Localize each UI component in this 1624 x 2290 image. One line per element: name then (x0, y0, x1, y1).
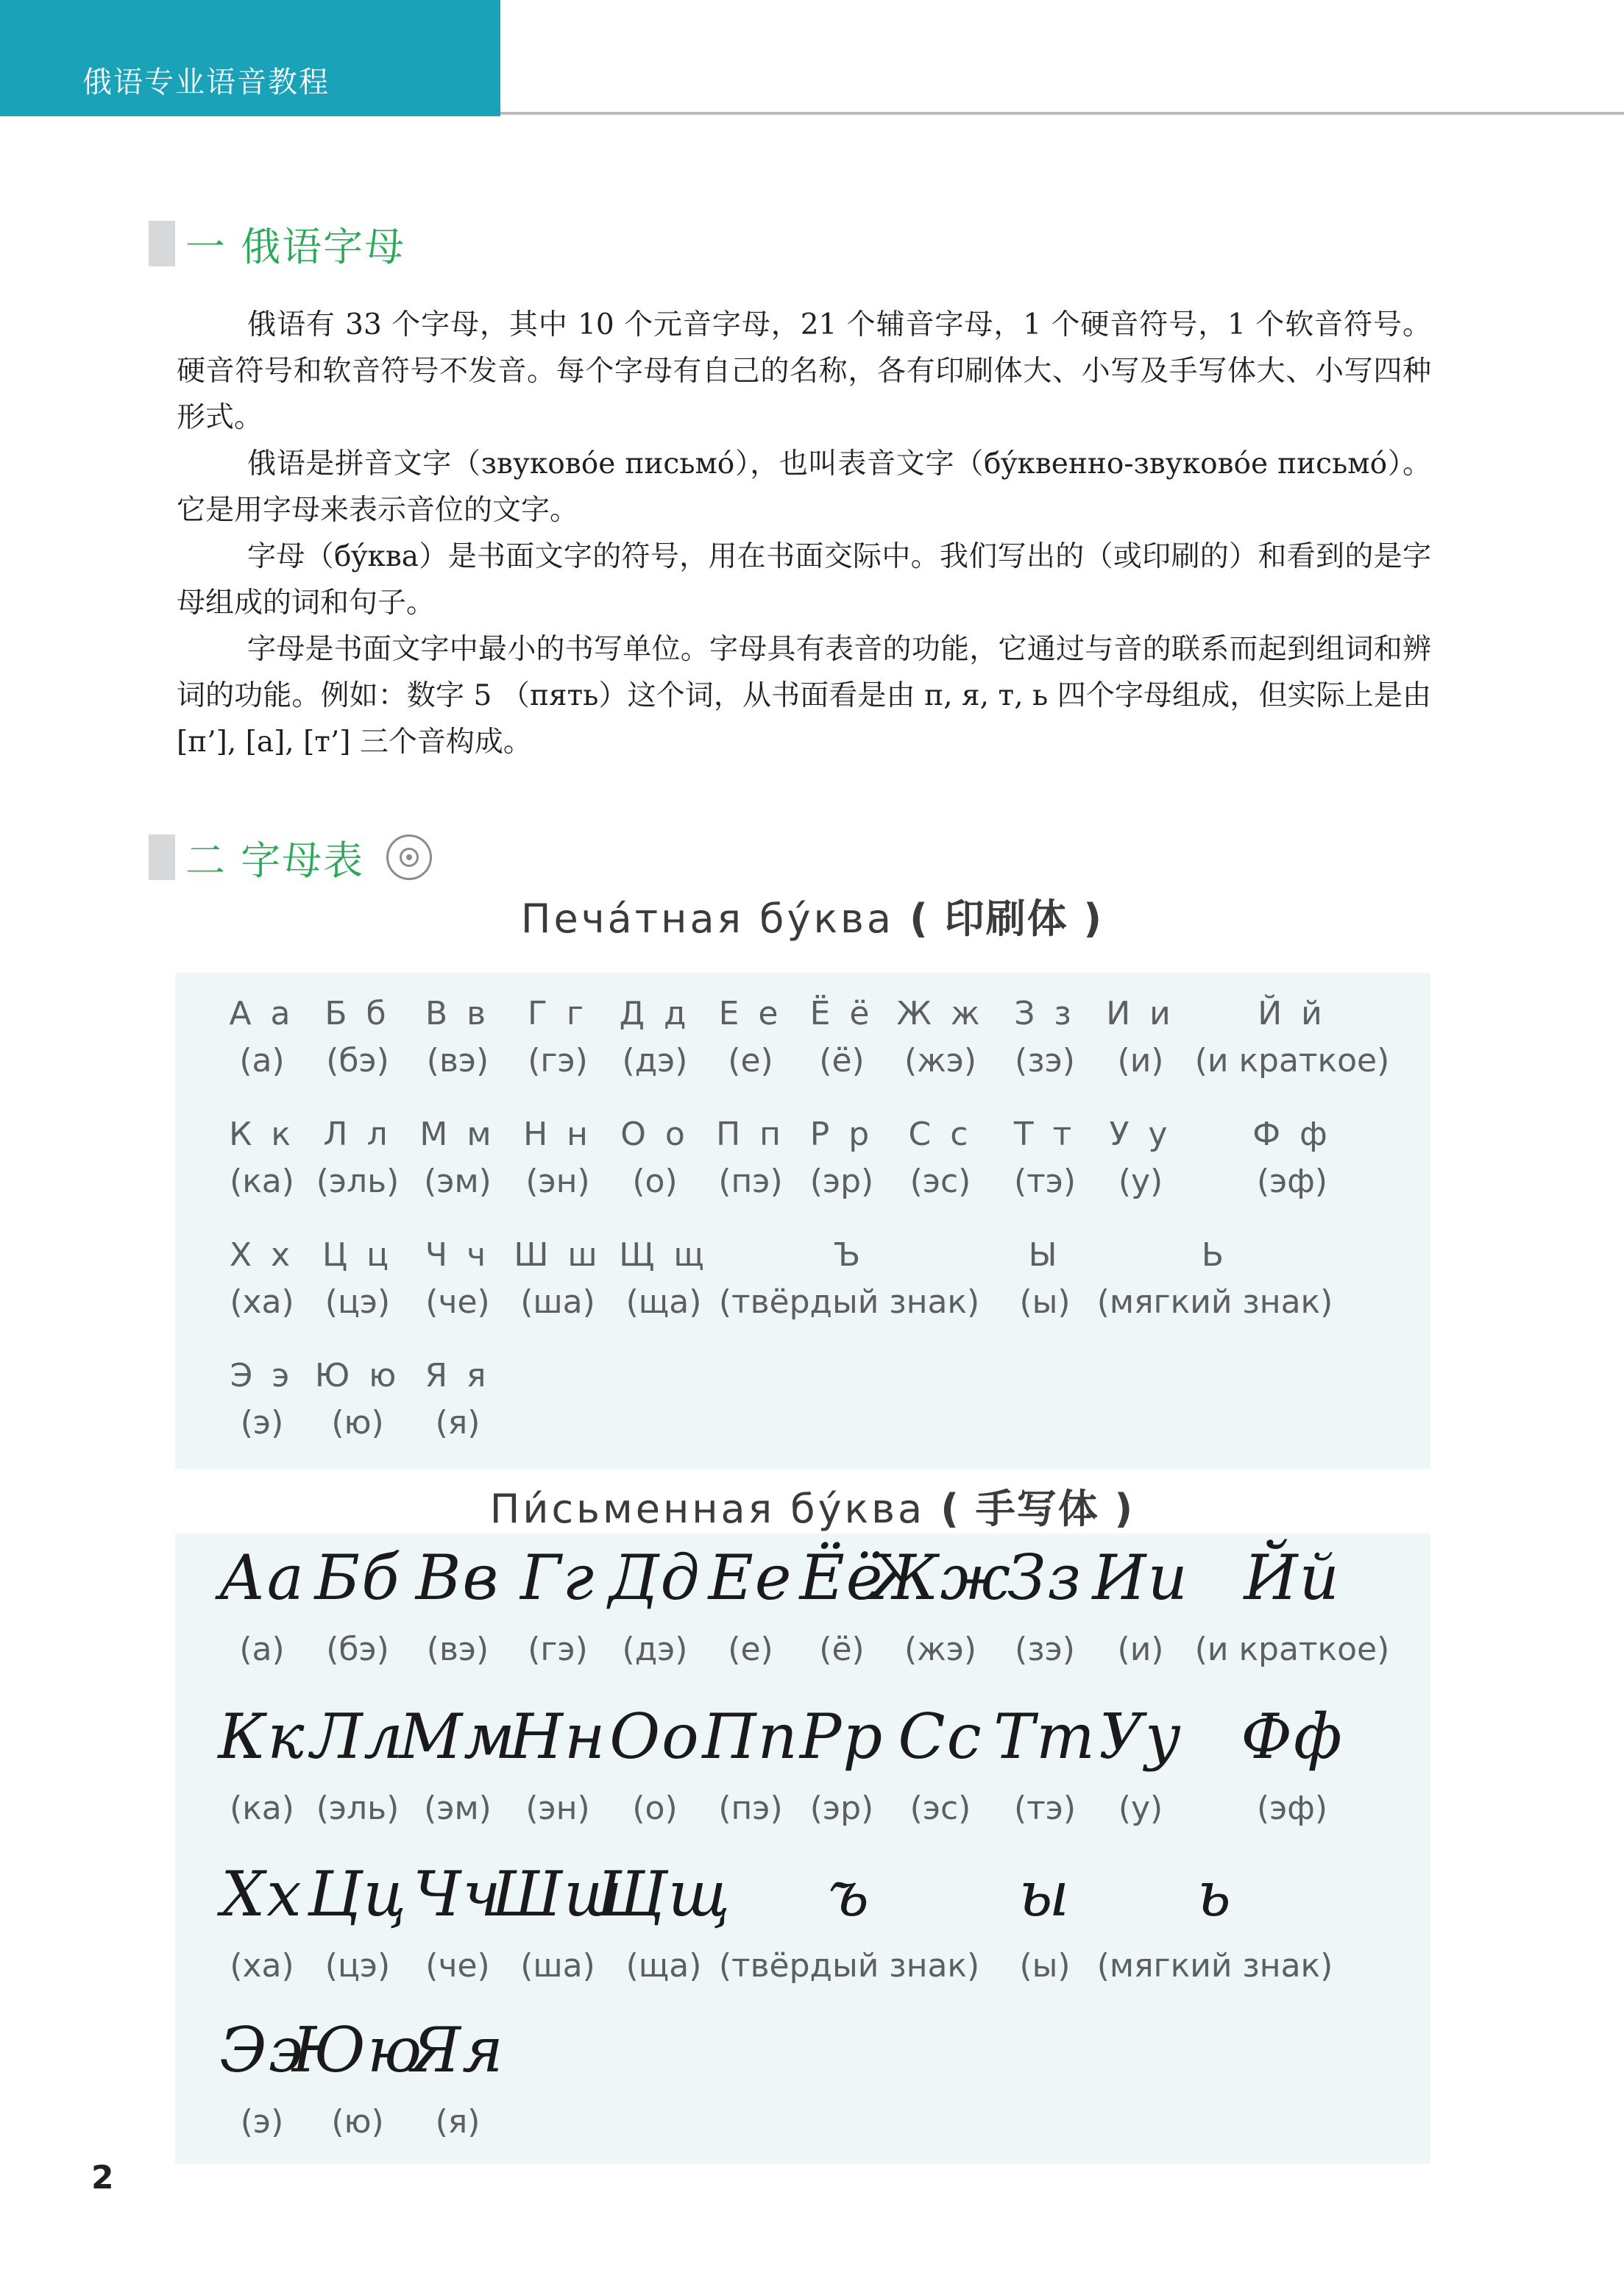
printed-letter-name: (ха) (230, 1283, 294, 1321)
handwritten-letter-name: (эм) (424, 1790, 492, 1827)
handwritten-letter: Сс (898, 1701, 983, 1773)
printed-letter: Ф ф (1252, 1116, 1332, 1153)
handwritten-letter: Аа (219, 1542, 305, 1614)
handwritten-letter-name: (эф) (1256, 1790, 1328, 1827)
handwritten-letter-name: (ша) (520, 1947, 595, 1985)
printed-letter: Д д (619, 995, 691, 1032)
handwritten-letter: Йй (1244, 1542, 1341, 1614)
printed-heading-ru: Печáтная бýква (520, 896, 894, 942)
section-1-title: 一 俄语字母 (185, 223, 406, 270)
handwritten-letter-name: (эр) (809, 1790, 874, 1827)
printed-letter: Ы (1028, 1236, 1062, 1274)
handwritten-letter: Мм (399, 1701, 517, 1773)
handwritten-letter: Зз (1007, 1542, 1083, 1614)
handwritten-letter: Цц (308, 1858, 408, 1930)
handwritten-letter: Гг (520, 1542, 596, 1614)
printed-letter: Ж ж (896, 995, 985, 1032)
handwritten-letter-name: (ы) (1019, 1947, 1071, 1985)
printed-letter: Э э (230, 1357, 294, 1394)
handwritten-letter-name: (ю) (331, 2103, 384, 2141)
section-1-heading (149, 218, 405, 269)
handwritten-letter: Шш (492, 1858, 624, 1930)
printed-letter-name: (е) (728, 1042, 773, 1080)
handwritten-letter-name: (о) (632, 1790, 678, 1827)
printed-letter: Г г (528, 995, 588, 1032)
printed-letter: Ц ц (322, 1236, 394, 1274)
printed-letter: Ъ (833, 1236, 865, 1274)
header-rule (500, 112, 1624, 115)
disc-icon[interactable] (386, 834, 432, 880)
printed-letter-name: (и) (1117, 1042, 1164, 1080)
printed-letter-name: (зэ) (1015, 1042, 1075, 1080)
printed-letter-name: (гэ) (528, 1042, 588, 1080)
printed-letter-name: (че) (425, 1283, 490, 1321)
handwritten-letter-name: (и краткое) (1194, 1631, 1390, 1668)
paragraph: 字母是书面文字中最小的书写单位。字母具有表音的功能，它通过与音的联系而起到组词和辨词的功能。例如：数字 5 （пять）这个词，从书面看是由 п, я, т, ь 四个字母组成，但实际上是由 [п’], [а], [т’] 三个音构成。 (177, 633, 1431, 759)
printed-letter-name: (пэ) (718, 1163, 783, 1200)
handwritten-letter-name: (эн) (525, 1790, 590, 1827)
handwritten-letter: ь (1197, 1858, 1233, 1930)
printed-letter-name: (ы) (1019, 1283, 1071, 1321)
printed-letter: П п (716, 1116, 785, 1153)
printed-letter: А а (229, 995, 295, 1032)
printed-letter: Ч ч (425, 1236, 491, 1274)
printed-letter: Щ щ (619, 1236, 709, 1274)
section-marker (149, 221, 175, 266)
paragraph: 俄语有 33 个字母，其中 10 个元音字母，21 个辅音字母，1 个硬音符号，1 个软音符号。硬音符号和软音符号不发音。每个字母有自己的名称，各有印刷体大、小写及手写体大、小写四种形式。 (177, 308, 1431, 434)
handwritten-letter: Дд (609, 1542, 701, 1614)
printed-letter-name: (а) (239, 1042, 285, 1080)
handwritten-letter-name: (эс) (909, 1790, 971, 1827)
printed-letter: О о (620, 1116, 689, 1153)
handwritten-letter: Лл (311, 1701, 405, 1773)
handwritten-letter-name: (че) (425, 1947, 490, 1985)
section-1-body (177, 302, 1431, 765)
handwritten-letter: Кк (218, 1701, 306, 1773)
handwritten-letter-name: (гэ) (528, 1631, 588, 1668)
printed-letter-name: (ша) (520, 1283, 595, 1321)
handwritten-heading-ru: Пи́сьменная бýква (489, 1486, 926, 1532)
printed-letter-name: (тэ) (1013, 1163, 1077, 1200)
printed-letter: Ё ё (809, 995, 874, 1032)
printed-alphabet-panel (175, 973, 1430, 1469)
printed-letter: И и (1106, 995, 1175, 1032)
handwritten-letter: Вв (415, 1542, 500, 1614)
handwritten-letter: Ёё (799, 1542, 884, 1614)
handwritten-letter: Юю (291, 2014, 424, 2086)
printed-letter-name: (жэ) (904, 1042, 977, 1080)
printed-letter: Й й (1258, 995, 1327, 1032)
handwritten-letter: Ее (708, 1542, 793, 1614)
handwritten-letter-name: (цэ) (325, 1947, 391, 1985)
printed-letter-name: (ю) (331, 1404, 384, 1442)
handwritten-letter-name: (зэ) (1015, 1631, 1075, 1668)
handwritten-letter-name: (вэ) (426, 1631, 489, 1668)
paragraph: 字母（бýква）是书面文字的符号，用在书面交际中。我们写出的（或印刷的）和看到的是字母组成的词和句子。 (177, 540, 1431, 620)
printed-letter: С с (908, 1116, 973, 1153)
printed-letter-name: (ё) (819, 1042, 865, 1080)
handwritten-letter-name: (я) (435, 2103, 481, 2141)
handwritten-letter: Оо (609, 1701, 701, 1773)
handwritten-heading-cn: ( 手写体 ) (940, 1486, 1135, 1532)
printed-letter-name: (о) (632, 1163, 678, 1200)
printed-letter: У у (1109, 1116, 1172, 1153)
printed-letter-name: (вэ) (426, 1042, 489, 1080)
handwritten-letter-name: (мягкий знак) (1096, 1947, 1333, 1985)
printed-letter-name: (эль) (316, 1163, 400, 1200)
printed-letter: Я я (425, 1357, 491, 1394)
handwritten-letter-name: (э) (240, 2103, 284, 2141)
printed-letter-name: (ка) (230, 1163, 294, 1200)
handwritten-letter-name: (пэ) (718, 1790, 783, 1827)
section-marker (149, 834, 175, 880)
printed-letter-name: (и краткое) (1194, 1042, 1390, 1080)
printed-letter-name: (эн) (525, 1163, 590, 1200)
printed-letter-name: (у) (1118, 1163, 1163, 1200)
printed-letter: Р р (809, 1116, 874, 1153)
printed-letter-name: (цэ) (325, 1283, 391, 1321)
printed-letter-name: (эф) (1256, 1163, 1328, 1200)
paragraph: 俄语是拼音文字（звуковóе письмó），也叫表音文字（бýквенно-звуковóе письмó）。它是用字母来表示音位的文字。 (177, 447, 1431, 527)
handwritten-letter-name: (а) (239, 1631, 285, 1668)
handwritten-letter: Хх (221, 1858, 303, 1930)
printed-letter: В в (425, 995, 491, 1032)
printed-letter: Б б (325, 995, 391, 1032)
handwritten-letter: Бб (314, 1542, 401, 1614)
handwritten-letter: Рр (799, 1701, 884, 1773)
handwritten-letter: Яя (411, 2014, 505, 2086)
handwritten-letter-name: (бэ) (326, 1631, 389, 1668)
handwritten-letter-name: (твёрдый знак) (718, 1947, 980, 1985)
printed-letter: З з (1014, 995, 1076, 1032)
printed-letter-name: (мягкий знак) (1096, 1283, 1333, 1321)
printed-letter: Ь (1201, 1236, 1229, 1274)
section-2-title: 二 字母表 (185, 837, 365, 884)
printed-letter-name: (э) (240, 1404, 284, 1442)
printed-letter: Ш ш (514, 1236, 602, 1274)
handwritten-letter: Жж (869, 1542, 1012, 1614)
printed-letter-name: (эс) (909, 1163, 971, 1200)
printed-letter: Ю ю (314, 1357, 401, 1394)
printed-letter-name: (я) (435, 1404, 481, 1442)
handwritten-letter: ы (1018, 1858, 1071, 1930)
handwritten-letter: Чч (413, 1858, 503, 1930)
handwritten-letter: Щщ (596, 1858, 731, 1930)
handwritten-letter-name: (ща) (625, 1947, 702, 1985)
printed-letter-name: (эм) (424, 1163, 492, 1200)
handwritten-letter: Уу (1099, 1701, 1182, 1773)
handwritten-letter: Пп (702, 1701, 799, 1773)
printed-letter: Т т (1013, 1116, 1077, 1153)
book-title: 俄语专业语音教程 (82, 65, 330, 99)
printed-letter-name: (ща) (625, 1283, 702, 1321)
printed-letter: Х х (229, 1236, 295, 1274)
printed-letter-name: (бэ) (326, 1042, 389, 1080)
handwritten-letter: Фф (1241, 1701, 1344, 1773)
handwritten-letter: Тт (993, 1701, 1096, 1773)
handwritten-letter-name: (жэ) (904, 1631, 977, 1668)
printed-letter-name: (дэ) (622, 1042, 688, 1080)
handwritten-letter-name: (и) (1117, 1631, 1164, 1668)
printed-letter: К к (229, 1116, 295, 1153)
page-number: 2 (91, 2159, 114, 2197)
section-2-heading (149, 832, 432, 883)
printed-letter: Л л (323, 1116, 392, 1153)
handwritten-heading (0, 1478, 1624, 1534)
handwritten-letter-name: (дэ) (622, 1631, 688, 1668)
printed-letter: Е е (718, 995, 783, 1032)
printed-letter-name: (твёрдый знак) (718, 1283, 980, 1321)
printed-letter: Н н (523, 1116, 592, 1153)
handwritten-alphabet-panel (175, 1534, 1430, 2163)
printed-letter: М м (419, 1116, 496, 1153)
printed-heading (0, 887, 1624, 944)
handwritten-letter-name: (тэ) (1013, 1790, 1077, 1827)
handwritten-letter-name: (эль) (316, 1790, 400, 1827)
printed-letter-name: (эр) (809, 1163, 874, 1200)
handwritten-letter-name: (ка) (230, 1790, 294, 1827)
handwritten-letter: Ии (1092, 1542, 1189, 1614)
handwritten-letter: Ээ (219, 2014, 305, 2086)
handwritten-letter-name: (ё) (819, 1631, 865, 1668)
handwritten-letter-name: (у) (1118, 1790, 1163, 1827)
handwritten-letter: ъ (828, 1858, 870, 1930)
handwritten-letter: Нн (508, 1701, 607, 1773)
printed-heading-cn: ( 印刷体 ) (909, 896, 1104, 942)
handwritten-letter-name: (е) (728, 1631, 773, 1668)
handwritten-letter-name: (ха) (230, 1947, 294, 1985)
